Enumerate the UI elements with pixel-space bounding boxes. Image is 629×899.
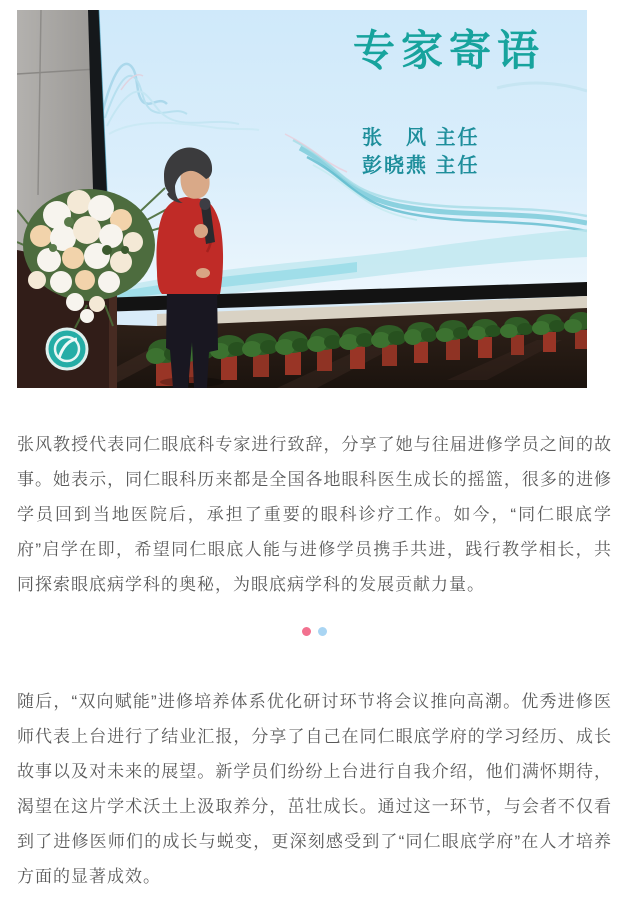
speaker-sweater xyxy=(156,197,223,294)
paragraph-1: 张风教授代表同仁眼底科专家进行致辞，分享了她与往届进修学员之间的故事。她表示，同仁眼科历来都是全国各地眼科医生成长的摇篮，很多的进修学员回到当地医院后，承担了重要的眼科诊疗工作。如今，“同仁眼底学府”启学在即，希望同仁眼底人能与进修学员携手共进，践行教学相长，共同探索眼底病学科的奥秘，为眼底病学科的发展贡献力量。 xyxy=(17,435,612,594)
paragraph-2: 随后，“双向赋能”进修培养体系优化研讨环节将会议推向高潮。优秀进修医师代表上台进行了结业汇报，分享了自己在同仁眼底学府的学习经历、成长故事以及对未来的展望。新学员们纷纷上台进行自我介绍，他们满怀期待，渴望在这片学术沃土上汲取养分，茁壮成长。通过这一环节，与会者不仅看到了进修医师们的成长与蜕变，更深刻感受到了“同仁眼底学府”在人才培养方面的显著成效。 xyxy=(17,692,612,886)
slide-speaker-1: 张 风 主任 xyxy=(362,127,480,149)
article-body xyxy=(17,427,612,894)
event-photo xyxy=(17,10,587,388)
blue-dot xyxy=(318,627,327,636)
pink-dot xyxy=(302,627,311,636)
slide-speaker-2: 彭晓燕 主任 xyxy=(362,155,480,177)
slide-title: 专家寄语 xyxy=(353,27,546,74)
podium-logo xyxy=(47,329,87,369)
dots-divider xyxy=(17,627,612,636)
speaker-hand xyxy=(194,224,208,238)
slide-speakers xyxy=(362,124,480,180)
